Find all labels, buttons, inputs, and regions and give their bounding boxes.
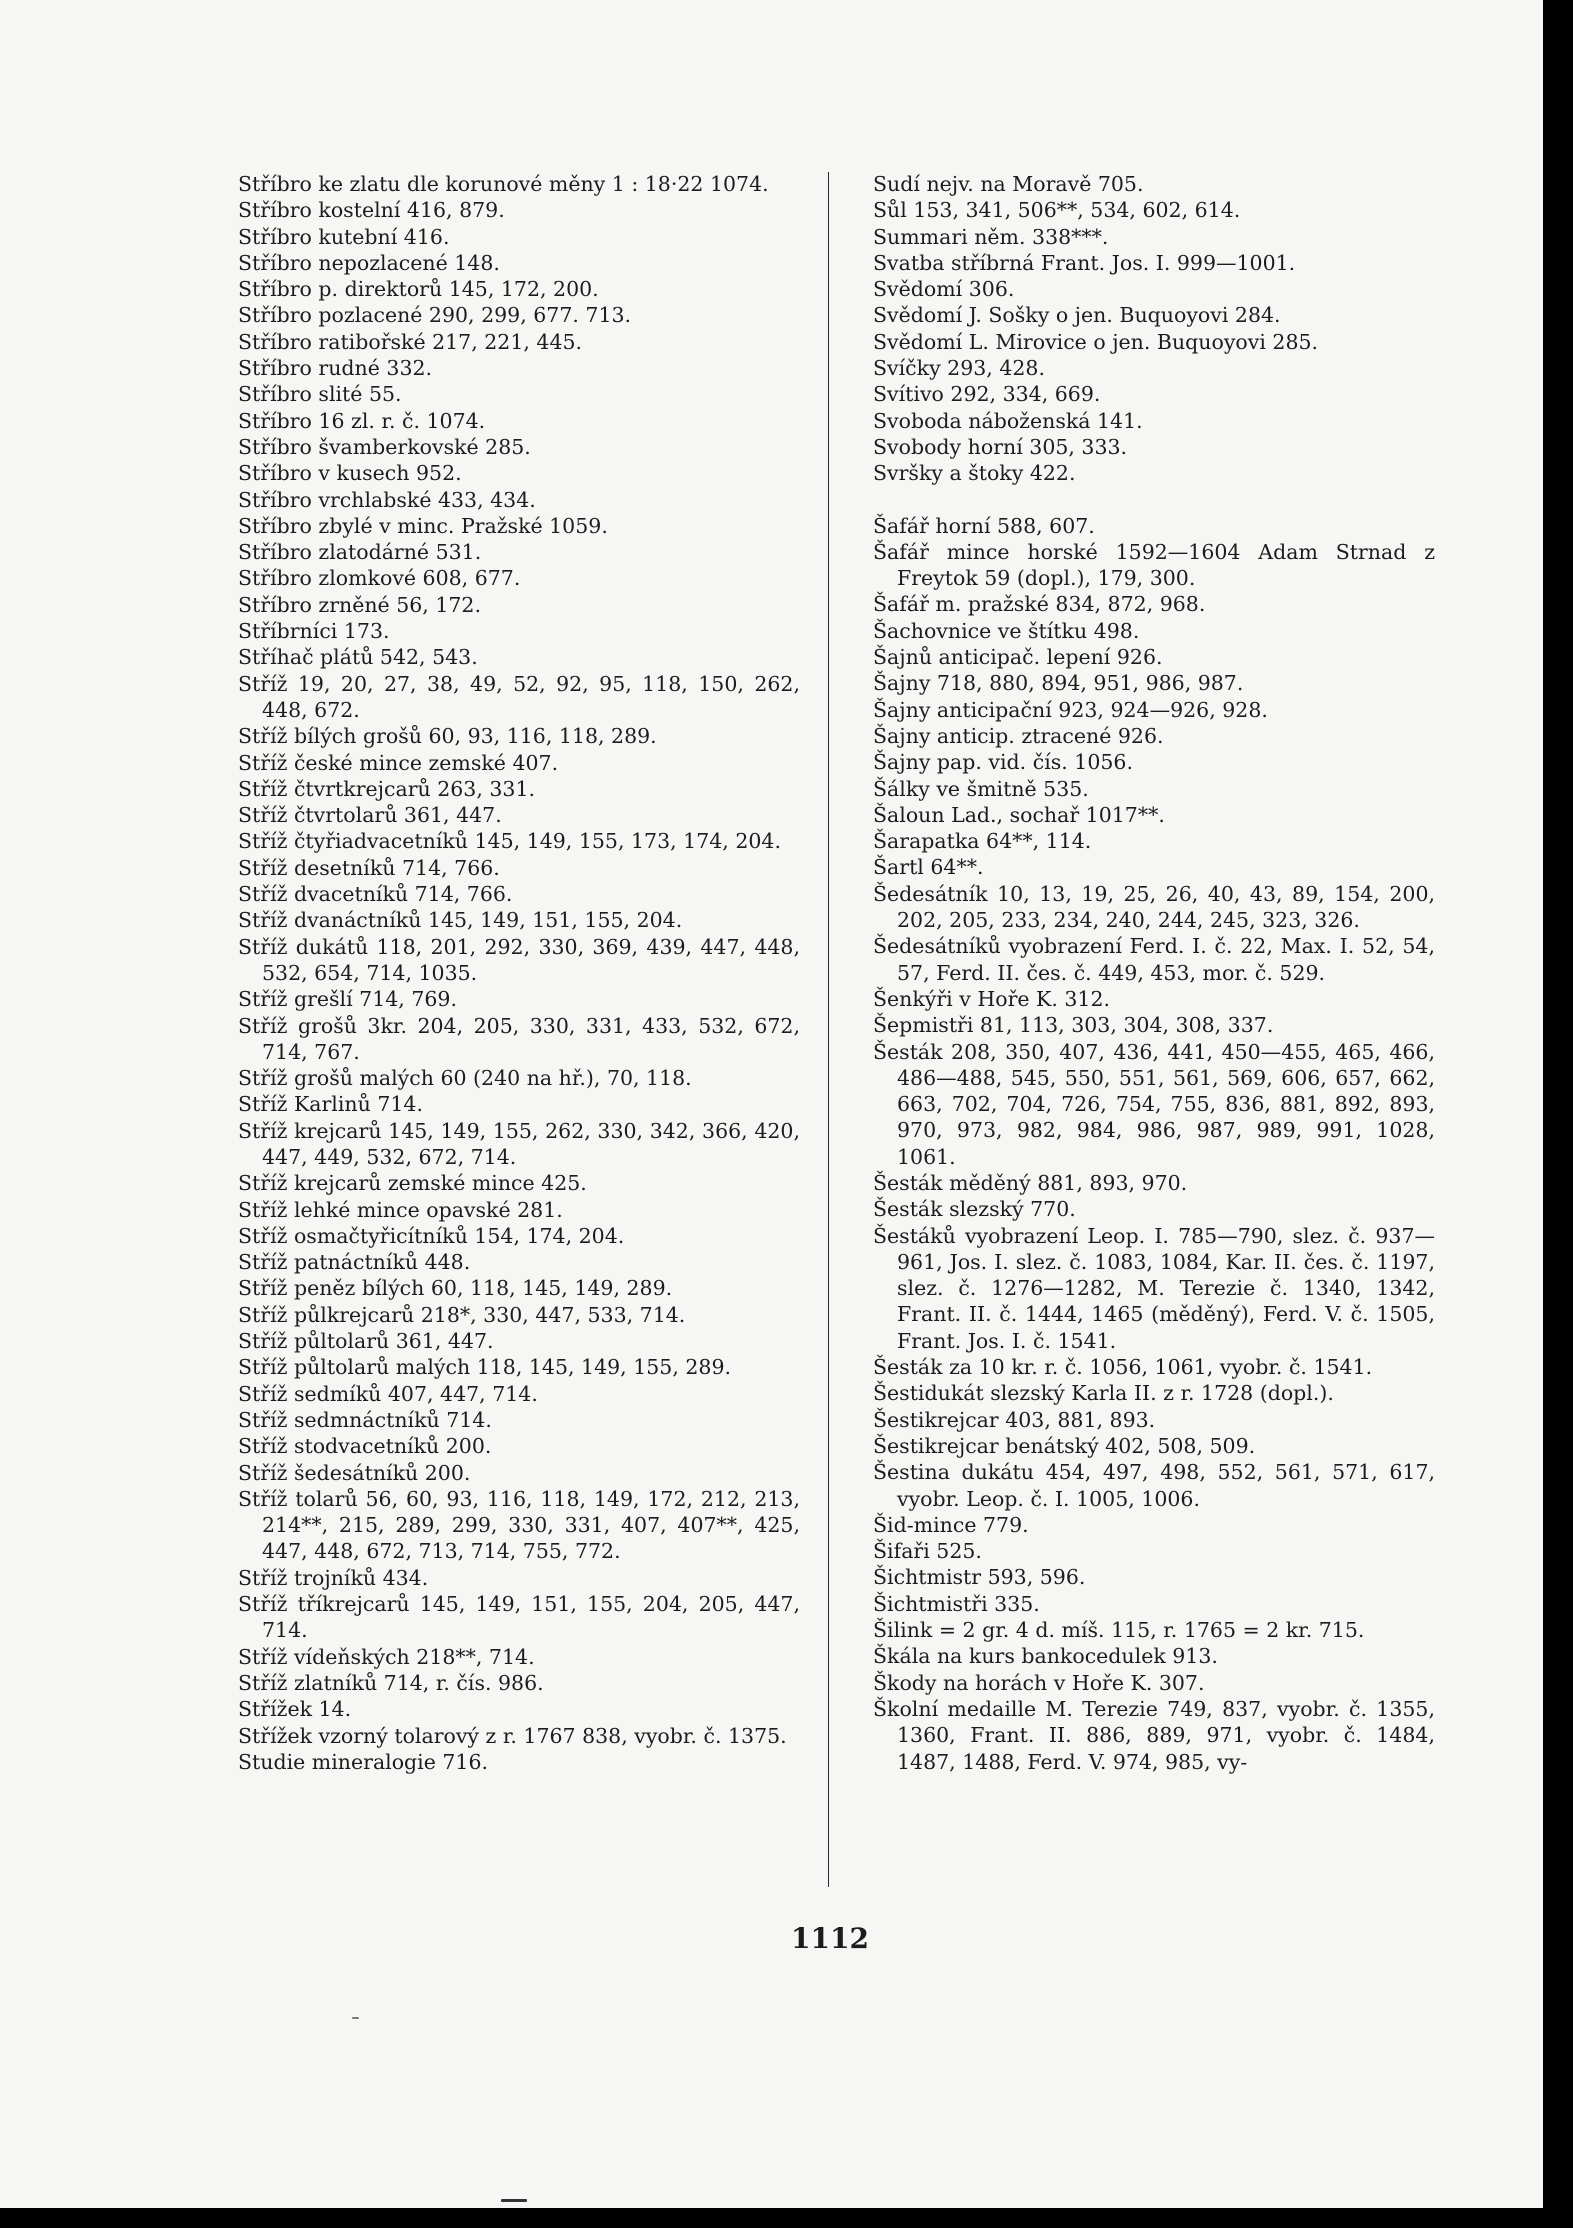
right-column-top-group [873,171,1435,487]
index-entry: Školní medaille M. Terezie 749, 837, vyobr. č. 1355, 1360, Frant. II. 886, 889, 971, vyobr. č. 1484, 1487, 1488, Ferd. V. 974, 985, vy- [873,1696,1435,1774]
index-entry: Střížek vzorný tolarový z r. 1767 838, vyobr. č. 1375. [238,1723,787,1748]
index-entry: Sůl 153, 341, 506**, 534, 602, 614. [873,198,1241,223]
index-entry: Šestáků vyobrazení Leop. I. 785—790, slez. č. 937—961, Jos. I. slez. č. 1083, 1084, Kar. II. čes. č. 1197, slez. č. 1276—1282, M. Terezie č. 1340, 1342, Frant. II. č. 1444, 1465 (měděný), Ferd. V. č. 1505, Frant. Jos. I. č. 1541. [873,1223,1435,1353]
index-entry: Škody na horách v Hoře K. 307. [873,1670,1205,1695]
left-column [238,171,800,1775]
index-entry: Stříž grošů 3kr. 204, 205, 330, 331, 433, 532, 672, 714, 767. [238,1013,800,1064]
index-entry: Šachovnice ve štítku 498. [873,618,1140,643]
index-entry: Stříbro slité 55. [238,382,402,407]
page-number: 1112 [791,1922,869,1955]
index-entry: Stříž sedmíků 407, 447, 714. [238,1381,538,1406]
index-entry: Šajny 718, 880, 894, 951, 986, 987. [873,671,1244,696]
index-entry: Stříž dukátů 118, 201, 292, 330, 369, 439, 447, 448, 532, 654, 714, 1035. [238,934,800,985]
index-entry: Stříhač plátů 542, 543. [238,645,478,670]
index-entry: Šafář m. pražské 834, 872, 968. [873,592,1206,617]
index-entry: Šálky ve šmitně 535. [873,776,1089,801]
index-entry: Šesták měděný 881, 893, 970. [873,1170,1188,1195]
index-entry: Stříž Karlinů 714. [238,1092,423,1117]
index-entry: Stříž krejcarů zemské mince 425. [238,1171,587,1196]
index-entry: Stříbro ratibořské 217, 221, 445. [238,329,583,354]
index-entry: Střížek 14. [238,1697,352,1722]
right-column [873,171,1435,1775]
index-entry: Stříž stodvacetníků 200. [238,1434,492,1459]
index-entry: Summari něm. 338***. [873,224,1109,249]
index-entry: Stříž grošů malých 60 (240 na hř.), 70, 118. [238,1066,692,1091]
index-entry: Stříž desetníků 714, 766. [238,855,500,880]
index-entry: Svoboda náboženská 141. [873,408,1143,433]
index-entry: Šilink = 2 gr. 4 d. míš. 115, r. 1765 = 2 kr. 715. [873,1618,1365,1643]
index-entry: Stříbro zlomkové 608, 677. [238,566,521,591]
index-entry: Svíčky 293, 428. [873,356,1045,381]
index-entry: Šarapatka 64**, 114. [873,829,1092,854]
index-entry: Stříbro zbylé v minc. Pražské 1059. [238,513,608,538]
index-entry: Šifaři 525. [873,1539,982,1564]
scan-speck [352,2017,359,2019]
index-entry: Šafář mince horské 1592—1604 Adam Strnad z Freytok 59 (dopl.), 179, 300. [873,539,1435,591]
index-entry: Stříž vídeňských 218**, 714. [238,1644,535,1669]
index-entry: Šedesátník 10, 13, 19, 25, 26, 40, 43, 89, 154, 200, 202, 205, 233, 234, 240, 244, 245, 323, 326. [873,881,1435,933]
index-entry: Šestikrejcar 403, 881, 893. [873,1407,1156,1432]
index-entry: Svědomí J. Sošky o jen. Buquoyovi 284. [873,303,1281,328]
index-entry: Svítivo 292, 334, 669. [873,382,1101,407]
index-entry: Stříbro kostelní 416, 879. [238,198,505,223]
index-entry: Stříž tříkrejcarů 145, 149, 151, 155, 204, 205, 447, 714. [238,1592,800,1643]
right-column-bottom-group [873,513,1435,1775]
index-entry: Šajny pap. vid. čís. 1056. [873,750,1133,775]
index-entry: Šichtmistr 593, 596. [873,1565,1086,1590]
index-entry: Stříbro p. direktorů 145, 172, 200. [238,277,599,302]
index-entry: Stříž tolarů 56, 60, 93, 116, 118, 149, 172, 212, 213, 214**, 215, 289, 299, 330, 331, 407, 407**, 425, 447, 448, 672, 713, 714, 755, 772. [238,1486,800,1564]
index-entry: Stříbro zlatodárné 531. [238,540,482,565]
index-entry: Šid-mince 779. [873,1512,1029,1537]
index-entry: Stříž 19, 20, 27, 38, 49, 52, 92, 95, 118, 150, 262, 448, 672. [238,671,800,722]
index-entry: Stříž šedesátníků 200. [238,1460,471,1485]
scan-speck [501,2199,527,2202]
index-entry: Šedesátníků vyobrazení Ferd. I. č. 22, Max. I. 52, 54, 57, Ferd. II. čes. č. 449, 453, mor. č. 529. [873,934,1435,985]
index-entry: Stříž peněz bílých 60, 118, 145, 149, 289. [238,1276,673,1301]
index-entry: Šesták 208, 350, 407, 436, 441, 450—455, 465, 466, 486—488, 545, 550, 551, 561, 569, 606, 657, 662, 663, 702, 704, 726, 754, 755, 836, 881, 892, 893, 970, 973, 982, 984, 986, 987, 989, 991, 1028, 1061. [873,1039,1435,1169]
index-entry: Stříbro vrchlabské 433, 434. [238,487,536,512]
index-entry: Stříbro 16 zl. r. č. 1074. [238,408,486,433]
index-entry: Stříbro nepozlacené 148. [238,250,500,275]
index-entry: Stříž čtyřiadvacetníků 145, 149, 155, 173, 174, 204. [238,829,781,854]
index-entry: Šesták za 10 kr. r. č. 1056, 1061, vyobr. č. 1541. [873,1355,1373,1380]
index-entry: Stříž dvacetníků 714, 766. [238,882,513,907]
index-entry: Svobody horní 305, 333. [873,434,1128,459]
index-entry: Svědomí L. Mirovice o jen. Buquoyovi 285. [873,329,1319,354]
index-entry: Stříž grešlí 714, 769. [238,987,457,1012]
index-entry: Stříž bílých grošů 60, 93, 116, 118, 289. [238,724,657,749]
index-entry: Stříbro v kusech 952. [238,461,462,486]
index-entry: Šafář horní 588, 607. [873,513,1095,538]
index-entry: Stříž půlkrejcarů 218*, 330, 447, 533, 714. [238,1302,686,1327]
index-entry: Šajny anticipační 923, 924—926, 928. [873,697,1268,722]
index-entry: Studie mineralogie 716. [238,1749,489,1774]
index-entry: Svatba stříbrná Frant. Jos. I. 999—1001. [873,250,1296,275]
index-entry: Šajny anticip. ztracené 926. [873,723,1164,748]
index-entry: Šestidukát slezský Karla II. z r. 1728 (dopl.). [873,1381,1334,1406]
column-divider [828,172,829,1887]
index-entry: Stříž čtvrtolarů 361, 447. [238,803,502,828]
index-entry: Stříbro švamberkovské 285. [238,434,531,459]
index-entry: Svědomí 306. [873,277,1015,302]
index-entry: Stříbro zrněné 56, 172. [238,592,481,617]
index-entry: Šaloun Lad., sochař 1017**. [873,802,1165,827]
index-entry: Stříž zlatníků 714, r. čís. 986. [238,1670,544,1695]
index-entry: Stříž trojníků 434. [238,1565,429,1590]
index-entry: Stříž čtvrtkrejcarů 263, 331. [238,776,536,801]
index-entry: Svršky a štoky 422. [873,461,1076,486]
index-entry: Stříž půltolarů 361, 447. [238,1329,494,1354]
index-entry: Šichtmistři 335. [873,1591,1040,1616]
index-entry: Šepmistři 81, 113, 303, 304, 308, 337. [873,1013,1274,1038]
index-entry: Šestina dukátu 454, 497, 498, 552, 561, 571, 617, vyobr. Leop. č. I. 1005, 1006. [873,1460,1435,1511]
index-entry: Stříž patnáctníků 448. [238,1250,471,1275]
index-entry: Stříž krejcarů 145, 149, 155, 262, 330, 342, 366, 420, 447, 449, 532, 672, 714. [238,1118,800,1169]
index-entry: Stříž půltolarů malých 118, 145, 149, 155, 289. [238,1355,732,1380]
index-entry: Stříž dvanáctníků 145, 149, 151, 155, 204. [238,908,683,933]
index-entry: Stříbro kutební 416. [238,224,450,249]
section-gap [873,487,1435,513]
index-entry: Stříbrníci 173. [238,619,390,644]
index-entry: Stříbro pozlacené 290, 299, 677. 713. [238,303,632,328]
index-entry: Stříž osmačtyřicítníků 154, 174, 204. [238,1223,625,1248]
index-entry: Stříž lehké mince opavské 281. [238,1197,563,1222]
index-entry: Šesták slezský 770. [873,1197,1076,1222]
index-entry: Stříž české mince zemské 407. [238,750,559,775]
index-entry: Sudí nejv. na Moravě 705. [873,172,1144,196]
index-entry: Stříbro rudné 332. [238,356,433,381]
index-entry: Šenkýři v Hoře K. 312. [873,986,1111,1011]
index-entry: Stříbro ke zlatu dle korunové měny 1 : 18·22 1074. [238,172,769,196]
index-entry: Šestikrejcar benátský 402, 508, 509. [873,1433,1256,1458]
index-entry: Stříž sedmnáctníků 714. [238,1407,492,1432]
index-entry: Škála na kurs bankocedulek 913. [873,1644,1218,1669]
index-entry: Šartl 64**. [873,855,984,880]
index-entry: Šajnů anticipač. lepení 926. [873,645,1163,670]
